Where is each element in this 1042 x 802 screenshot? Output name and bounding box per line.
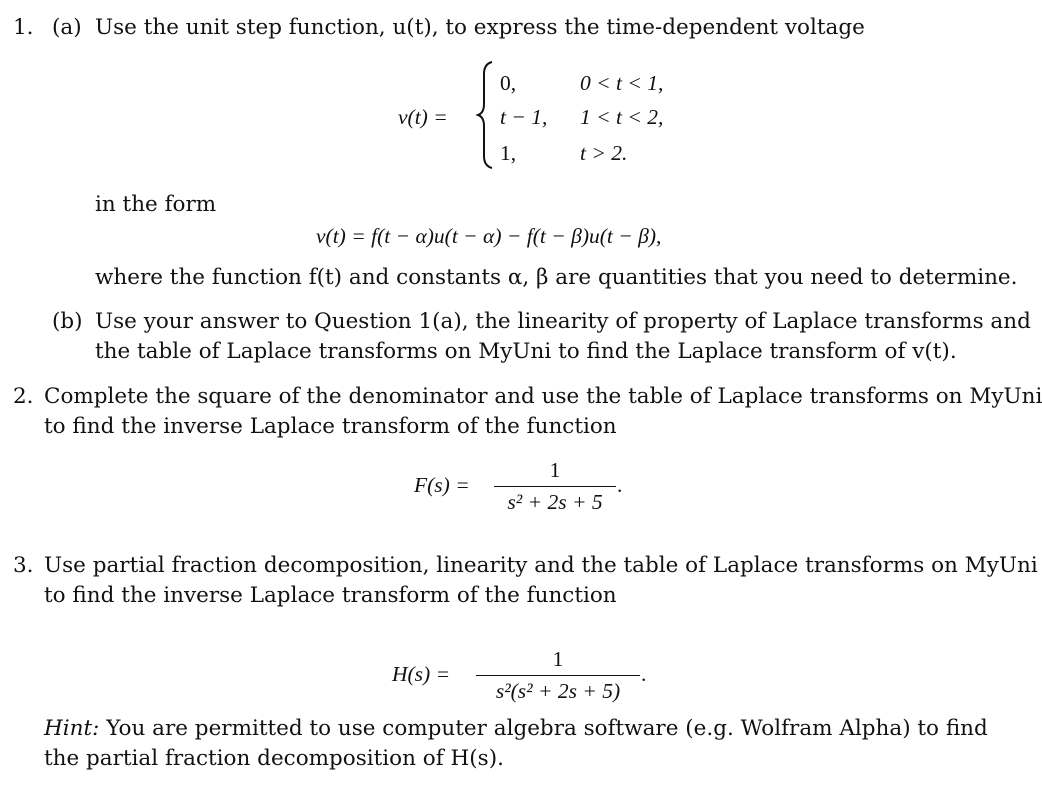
case-3-expr: 1, <box>500 141 517 165</box>
hint-line2: the partial fraction decomposition of H(s). <box>44 746 504 771</box>
q3-line2: to find the inverse Laplace transform of the function <box>44 583 617 608</box>
q3-line1: Use partial fraction decomposition, linearity and the table of Laplace transforms on MyUni <box>44 553 1038 578</box>
q3-lhs: H(s) = <box>392 662 451 686</box>
q2-fraction <box>494 456 616 516</box>
piecewise-brace <box>476 60 496 170</box>
q2-number: 2. <box>13 384 34 409</box>
q1b-line2: the table of Laplace transforms on MyUni to find the Laplace transform of v(t). <box>95 339 957 364</box>
where-text: where the function f(t) and constants α, β are quantities that you need to determine. <box>95 265 1018 290</box>
q1b-label: (b) <box>52 309 83 334</box>
case-2-cond: 1 < t < 2, <box>580 105 664 129</box>
q3-number: 3. <box>13 553 34 578</box>
q3-fraction <box>476 645 640 705</box>
q2-trail: . <box>617 473 623 497</box>
case-3-cond: t > 2. <box>580 141 628 165</box>
q1a-text: Use the unit step function, u(t), to express the time-dependent voltage <box>95 15 865 40</box>
q2-numerator: 1 <box>549 458 561 482</box>
q3-trail: . <box>641 662 647 686</box>
hint-label: Hint: <box>44 716 100 741</box>
q1a-label: (a) <box>52 15 82 40</box>
piecewise-lhs: v(t) = <box>398 105 448 129</box>
q1b-line1: Use your answer to Question 1(a), the linearity of property of Laplace transforms and <box>95 309 1031 334</box>
q2-lhs: F(s) = <box>414 473 470 497</box>
q3-fraction-bar <box>476 675 640 676</box>
q2-line1: Complete the square of the denominator and use the table of Laplace transforms on MyUni <box>44 384 1042 409</box>
in-the-form: in the form <box>95 192 217 217</box>
q3-numerator: 1 <box>552 647 564 671</box>
hint-line1 <box>44 718 988 740</box>
q2-line2: to find the inverse Laplace transform of the function <box>44 414 617 439</box>
case-1-cond: 0 < t < 1, <box>580 71 664 95</box>
hint-text-1: You are permitted to use computer algebra software (e.g. Wolfram Alpha) to find <box>106 716 988 741</box>
q3-denominator: s²(s² + 2s + 5) <box>495 679 621 703</box>
q1-number: 1. <box>13 15 34 40</box>
case-1-expr: 0, <box>500 71 517 95</box>
form-equation: v(t) = f(t − α)u(t − α) − f(t − β)u(t − β), <box>316 224 662 248</box>
case-2-expr: t − 1, <box>500 105 548 129</box>
q2-fraction-bar <box>494 486 616 487</box>
q2-denominator: s² + 2s + 5 <box>507 490 603 514</box>
